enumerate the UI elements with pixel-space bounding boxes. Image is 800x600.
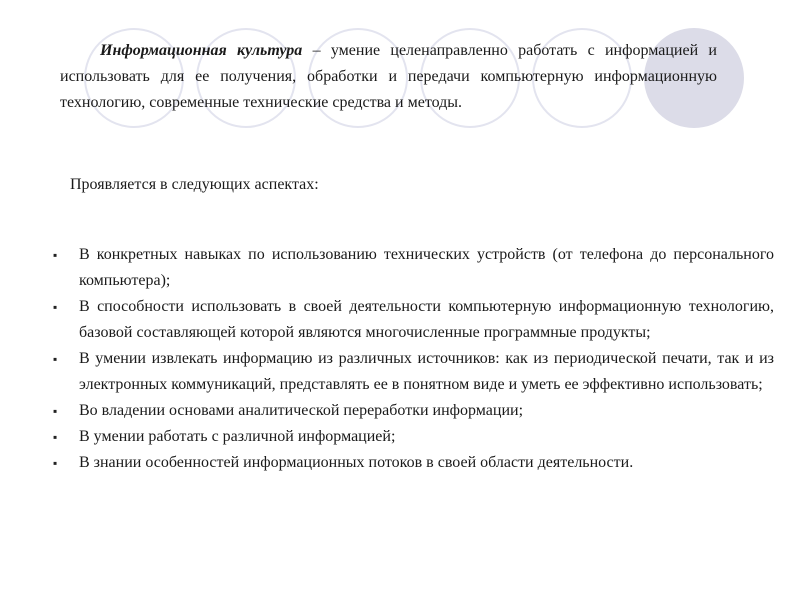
- bullet-icon: ▪: [53, 430, 58, 444]
- list-item-text: В знании особенностей информационных потоков в своей области деятельности.: [79, 454, 634, 471]
- list-item: [52, 398, 774, 424]
- list-item: [52, 424, 774, 450]
- list-item-text: В умении работать с различной информацией;: [79, 428, 396, 445]
- bullet-icon: ▪: [53, 404, 58, 418]
- list-item-text: Во владении основами аналитической переработки информации;: [79, 402, 524, 419]
- bullet-icon: ▪: [53, 456, 58, 470]
- list-item: [52, 346, 774, 398]
- list-item: [52, 450, 774, 476]
- definition-paragraph: [60, 38, 717, 116]
- definition-text: – умение целенаправленно работать с информацией и использовать для ее получения, обработки и передачи компьютерную информационную технологию, современные технические средства и методы.: [60, 42, 717, 111]
- defined-term: Информационная культура: [100, 42, 303, 59]
- bullet-icon: ▪: [53, 352, 58, 366]
- bullet-icon: ▪: [53, 300, 58, 314]
- list-item-text: В способности использовать в своей деятельности компьютерную информационную технологию, базовой составляющей которой являются многочисленные программные продукты;: [79, 298, 774, 341]
- list-item-text: В конкретных навыках по использованию технических устройств (от телефона до персонального компьютера);: [79, 246, 774, 289]
- aspects-list: [52, 242, 774, 476]
- bullet-icon: ▪: [53, 248, 58, 262]
- aspects-heading: Проявляется в следующих аспектах:: [70, 176, 319, 193]
- list-item: [52, 242, 774, 294]
- list-item-text: В умении извлекать информацию из различных источников: как из периодической печати, так и из электронных коммуникаций, представлять ее в понятном виде и уметь ее эффективно использовать;: [79, 350, 774, 393]
- list-item: [52, 294, 774, 346]
